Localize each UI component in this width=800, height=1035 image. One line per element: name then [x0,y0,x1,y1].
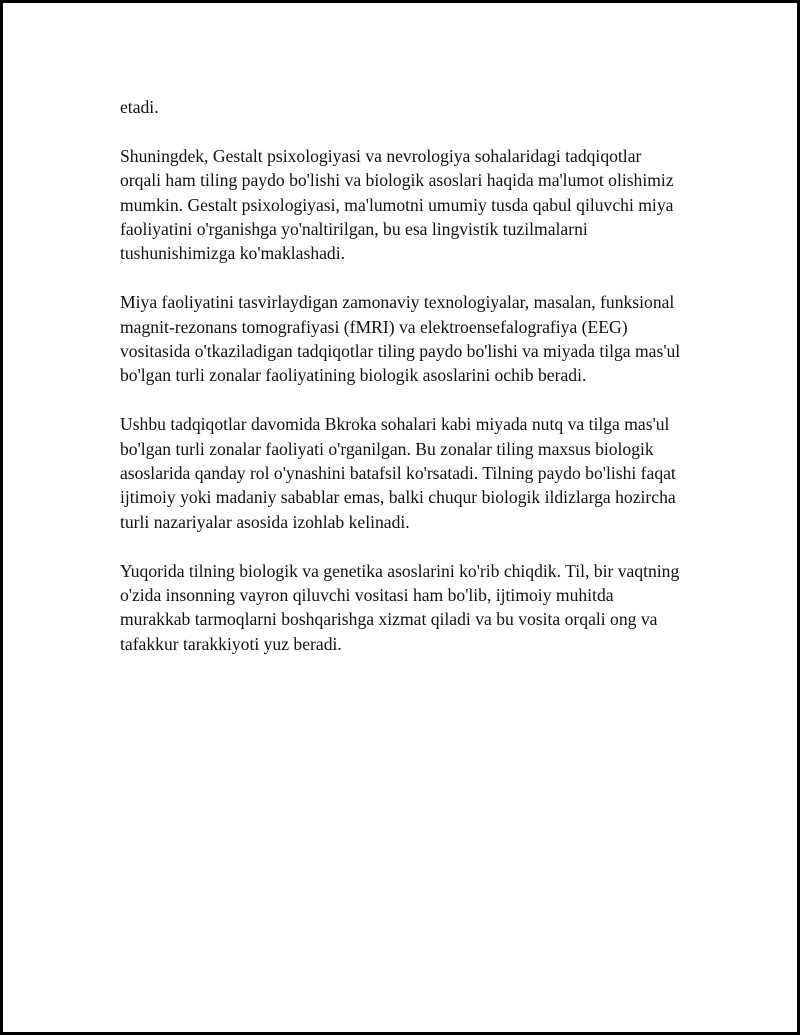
paragraph-4: Ushbu tadqiqotlar davomida Bkroka sohalari kabi miyada nutq va tilga mas'ul bo'lgan turli zonalar faoliyati o'rganilgan. Bu zonalar tiling maxsus biologik asoslarida qanday rol o'ynashini batafsil ko'rsatadi. Tilning paydo bo'lishi faqat ijtimoiy yoki madaniy sabablar emas, balki chuqur biologik ildizlarga hozircha turli nazariyalar asosida izohlab kelinadi. [120,414,676,532]
paragraph-3: Miya faoliyatini tasvirlaydigan zamonaviy texnologiyalar, masalan, funksional magnit-rezonans tomografiyasi (fMRI) va elektroensefalografiya (EEG) vositasida o'tkaziladigan tadqiqotlar tiling paydo bo'lishi va miyada tilga mas'ul bo'lgan turli zonalar faoliyatining biologik asoslarini ochib beradi. [120,292,681,386]
document-body [120,95,686,681]
paragraph-1: etadi. [120,97,159,117]
paragraph-5: Yuqorida tilning biologik va genetika asoslarini ko'rib chiqdik. Til, bir vaqtning o'zida insonning vayron qiluvchi vositasi ham bo'lib, ijtimoiy muhitda murakkab tarmoqlarni boshqarishga xizmat qiladi va bu vosita orqali ong va tafakkur tarakkiyoti yuz beradi. [120,560,680,654]
paragraph-2: Shuningdek, Gestalt psixologiyasi va nevrologiya sohalaridagi tadqiqotlar orqali ham tiling paydo bo'lishi va biologik asoslari haqida ma'lumot olishimiz mumkin. Gestalt psixologiyasi, ma'lumotni umumiy tusda qabul qiluvchi miya faoliyatini o'rganishga yo'naltirilgan, bu esa lingvistik tuzilmalarni tushunishimizga ko'maklashadi. [120,145,674,264]
